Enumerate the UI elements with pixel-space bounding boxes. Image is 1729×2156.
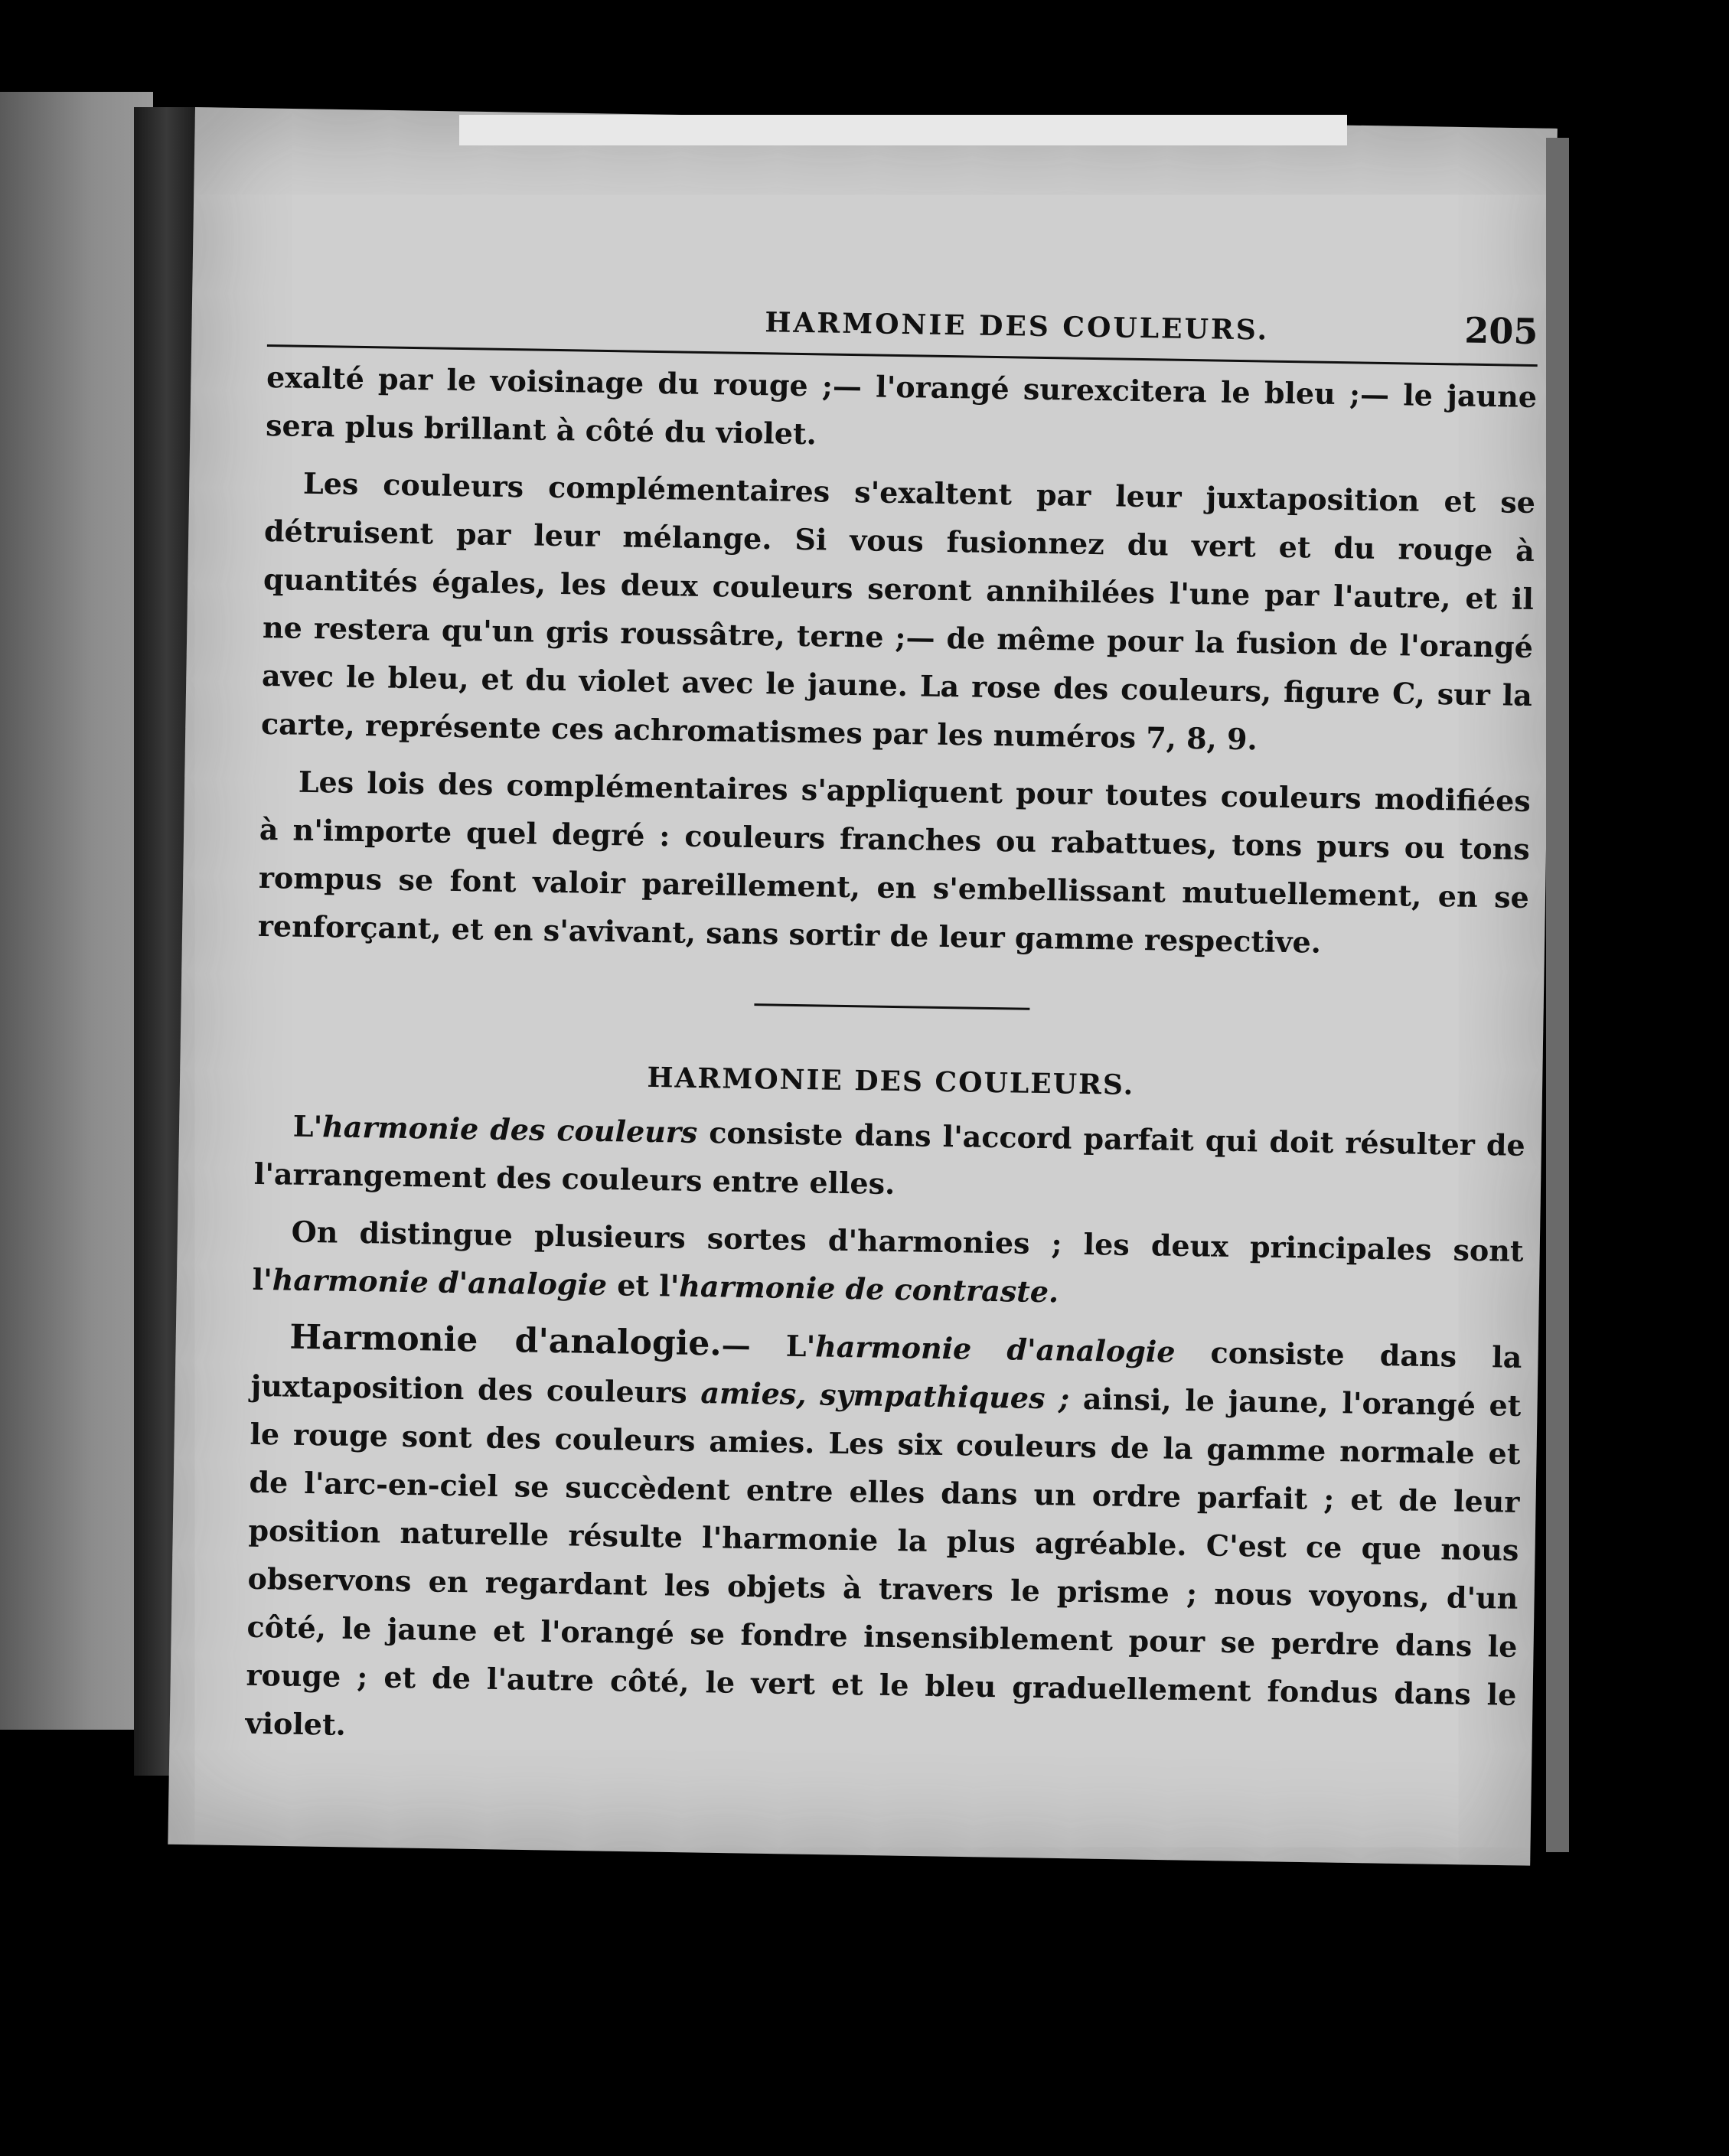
italic-term: harmonie d'analogie	[814, 1329, 1176, 1369]
text: On distingue plusieurs sortes d'harmonies ; les deux principales sont l'	[252, 1214, 1524, 1297]
paragraph-analogy	[245, 1313, 1522, 1767]
text: — L'	[721, 1327, 816, 1364]
running-title: HARMONIE DES COULEURS.	[765, 306, 1270, 347]
adjacent-page-edge	[0, 92, 153, 1730]
paragraph-continuation: exalté par le voisinage du rouge ;— l'orangé surexcitera le bleu ;— le jaune sera plus brillant à côté du violet.	[265, 359, 1538, 452]
page-number: 205	[1463, 309, 1538, 353]
text: et l'	[606, 1267, 680, 1303]
section-divider	[754, 1003, 1029, 1010]
page-content	[245, 291, 1538, 1767]
paragraph-complementary: Les couleurs complémentaires s'exaltent par leur juxtaposition et se détruisent par leur mélange. Si vous fusionnez du vert et du rouge à quantités égales, les deux couleurs seront annihilées l'une par l'autre, et il ne restera qu'un gris roussâtre, terne ;— de même pour la fusion de l'orangé avec le bleu, et du violet avec le jaune. La rose des couleurs, figure C, sur la carte, représente ces achromatismes par les numéros 7, 8, 9.	[260, 465, 1536, 757]
text: consiste dans l'accord parfait qui doit résulter de l'arrangement des couleurs entre elles.	[253, 1114, 1526, 1202]
italic-term: harmonie des couleurs	[321, 1109, 698, 1150]
page-right-edge	[1546, 138, 1569, 1852]
paragraph-laws: Les lois des complémentaires s'appliquent pour toutes couleurs modifiées à n'importe quel degré : couleurs franches ou rabattues, tons purs ou tons rompus se font valoir pareillement, en s'embellissant mutuellement, en se renforçant, et en s'avivant, sans sortir de leur gamme respective.	[257, 764, 1532, 960]
italic-term: amies, sympathiques ;	[700, 1375, 1070, 1416]
text: L'	[292, 1108, 323, 1144]
italic-term: harmonie d'analogie	[272, 1262, 608, 1303]
italic-term: harmonie de contraste.	[678, 1268, 1059, 1310]
section-title: HARMONIE DES COULEURS.	[647, 1061, 1135, 1101]
page-top-edge	[459, 115, 1347, 145]
text: ainsi, le jaune, l'orangé et le rouge sont des couleurs amies. Les six couleurs de la gamme normale et de l'arc-en-ciel se succèdent entre elles dans un ordre parfait ; et de leur position naturelle résulte l'harmonie la plus agréable. C'est ce que nous observons en regardant les objets à travers le prisme ; nous voyons, d'un côté, le jaune et l'orangé se fondre insensiblement pour se perdre dans le rouge ; et de l'autre côté, le vert et le bleu graduellement fondus dans le violet.	[245, 1381, 1522, 1742]
text: consiste dans la juxtaposition des couleurs	[250, 1334, 1522, 1411]
run-in-heading: Harmonie d'analogie.	[289, 1317, 723, 1364]
paragraph-kinds	[252, 1207, 1524, 1323]
paragraph-definition	[253, 1101, 1525, 1218]
